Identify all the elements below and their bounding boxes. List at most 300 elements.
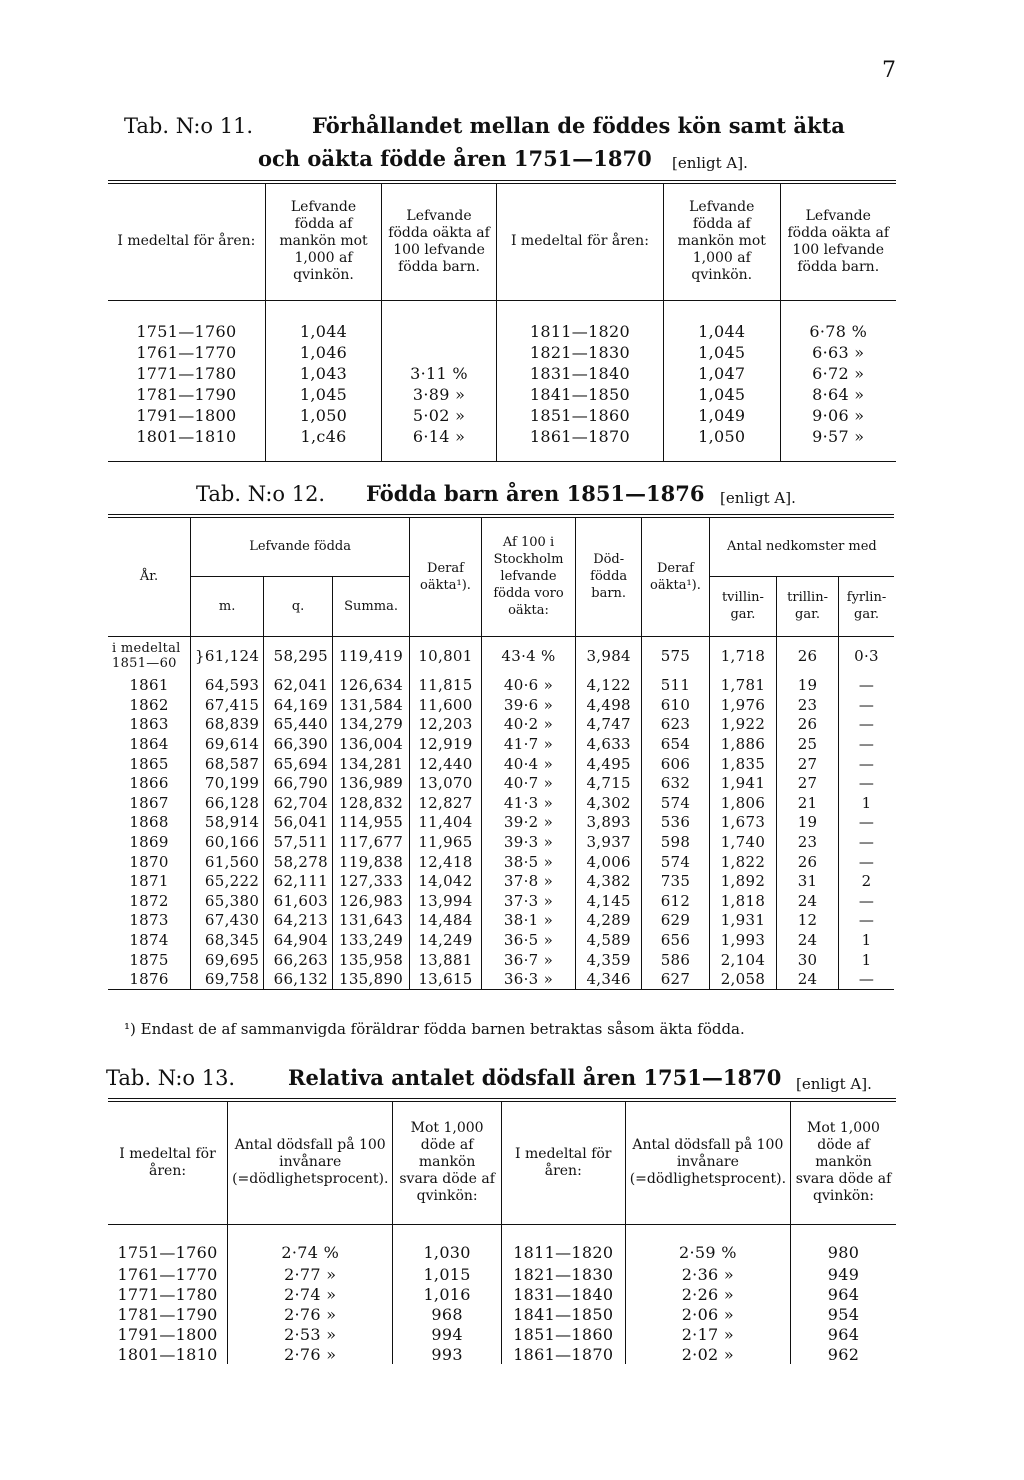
twins-cell: 1,922	[709, 715, 776, 735]
stillborn-cell: 4,633	[576, 735, 642, 755]
male-cell: }61,124	[191, 636, 264, 676]
period-cell: 1781—1790	[108, 1304, 228, 1324]
period-cell: 1841—1850	[501, 1304, 625, 1324]
illegit-cell: 13,881	[410, 950, 482, 970]
twins-cell: 1,941	[709, 774, 776, 794]
male-cell: 69,614	[191, 735, 264, 755]
illegit-cell: 9·06 »	[812, 406, 865, 425]
empty-cell	[108, 447, 265, 461]
period-cell: 1851—1860	[496, 405, 663, 426]
stillborn-cell: 4,289	[576, 911, 642, 931]
ratio-cell: 954	[827, 1304, 860, 1324]
quads-cell: —	[858, 969, 875, 988]
period-cell: 1791—1800	[108, 405, 265, 426]
ratio-cell: 964	[827, 1324, 860, 1344]
twins-cell: 1,976	[709, 696, 776, 716]
triplets-cell: 23	[777, 833, 839, 853]
sum-cell: 119,419	[332, 636, 409, 676]
male-cell: 70,199	[191, 774, 264, 794]
illegit-cell: 6·72 »	[812, 364, 865, 383]
stillborn-illegit-cell: 612	[642, 892, 710, 912]
tab13-title-text: Relativa antalet dödsfall åren 1751—1870	[288, 1065, 782, 1090]
header-period-right: I medeltal för åren:	[501, 1100, 625, 1224]
table-row	[108, 754, 894, 774]
header-ratio: Mot 1,000 döde af mankön svara döde af qvinkön:	[393, 1100, 501, 1224]
sum-cell: 131,643	[332, 911, 409, 931]
twins-cell: 1,993	[709, 931, 776, 951]
stillborn-cell: 3,984	[576, 636, 642, 676]
female-cell: 57,511	[264, 833, 333, 853]
sum-cell: 127,333	[332, 872, 409, 892]
table-row	[108, 872, 894, 892]
stillborn-illegit-cell: 575	[642, 636, 710, 676]
stockholm-cell: 36·7 »	[481, 950, 575, 970]
table-row	[108, 300, 896, 342]
quads-cell: —	[858, 754, 875, 773]
header-stockholm: Af 100 i Stockholm lefvande födda voro oäkta:	[481, 516, 575, 636]
stockholm-cell: 40·4 »	[481, 754, 575, 774]
female-cell: 62,111	[264, 872, 333, 892]
illegit-cell: 9·57 »	[812, 427, 865, 446]
triplets-cell: 19	[777, 676, 839, 696]
stillborn-cell: 4,747	[576, 715, 642, 735]
stillborn-illegit-cell: 654	[642, 735, 710, 755]
header-triplets: trillin-gar.	[777, 576, 839, 636]
tab13-source: [enligt A].	[796, 1075, 872, 1093]
male-cell: 66,128	[191, 794, 264, 814]
male-cell: 61,560	[191, 852, 264, 872]
ratio-cell: 1,045	[265, 384, 381, 405]
illegit-cell: 11,404	[410, 813, 482, 833]
rate-cell: 2·77 »	[228, 1264, 393, 1284]
stillborn-cell: 4,346	[576, 970, 642, 990]
table-row	[108, 1224, 896, 1264]
female-cell: 62,704	[264, 794, 333, 814]
triplets-cell: 27	[777, 754, 839, 774]
stillborn-illegit-cell: 586	[642, 950, 710, 970]
male-cell: 64,593	[191, 676, 264, 696]
period-cell: 1751—1760	[108, 1224, 228, 1264]
period-cell: 1851—1860	[501, 1324, 625, 1344]
rate-cell: 2·74 %	[228, 1224, 393, 1264]
stillborn-cell: 4,145	[576, 892, 642, 912]
table-row	[108, 342, 896, 363]
quads-cell: —	[858, 715, 875, 734]
period-cell: 1861—1870	[496, 426, 663, 447]
header-multiple: Antal nedkomster med	[709, 516, 894, 576]
triplets-cell: 26	[777, 636, 839, 676]
table-row	[108, 1324, 896, 1344]
illegit-cell: 14,042	[410, 872, 482, 892]
stockholm-cell: 40·7 »	[481, 774, 575, 794]
triplets-cell: 19	[777, 813, 839, 833]
year-cell: 1874	[108, 931, 191, 951]
quads-cell: 2	[861, 872, 872, 891]
illegit-cell: 13,070	[410, 774, 482, 794]
twins-cell: 1,806	[709, 794, 776, 814]
female-cell: 65,440	[264, 715, 333, 735]
stockholm-cell: 40·2 »	[481, 715, 575, 735]
header-period-right: I medeltal för åren:	[496, 182, 663, 300]
stockholm-cell: 40·6 »	[481, 676, 575, 696]
female-cell: 66,390	[264, 735, 333, 755]
ratio-cell: 1,015	[393, 1264, 501, 1284]
period-cell: 1801—1810	[108, 1344, 228, 1364]
empty-cell	[664, 447, 780, 461]
table-row	[108, 1284, 896, 1304]
illegit-cell: 6·78 %	[809, 322, 868, 342]
rate-cell: 2·76 »	[228, 1304, 393, 1324]
year-cell: i medeltal 1851—60	[108, 636, 191, 676]
header-ratio-right: Mot 1,000 döde af mankön svara döde af qvinkön:	[795, 1120, 892, 1205]
table-row	[108, 813, 894, 833]
stockholm-cell: 39·2 »	[481, 813, 575, 833]
header-illegit-right: Lefvande födda oäkta af 100 lefvande födda barn.	[787, 207, 890, 275]
illegit-cell: 12,440	[410, 754, 482, 774]
twins-cell: 1,886	[709, 735, 776, 755]
year-cell: 1863	[108, 715, 191, 735]
page-number: 7	[882, 58, 896, 83]
sum-cell: 126,983	[332, 892, 409, 912]
stillborn-cell: 3,937	[576, 833, 642, 853]
stockholm-cell: 39·6 »	[481, 696, 575, 716]
table-row	[108, 1304, 896, 1324]
year-cell: 1861	[108, 676, 191, 696]
triplets-cell: 24	[777, 892, 839, 912]
period-cell: 1791—1800	[108, 1324, 228, 1344]
stillborn-cell: 4,359	[576, 950, 642, 970]
period-cell: 1781—1790	[108, 384, 265, 405]
header-deaths-right: Antal dödsfall på 100 invånare (=dödlighetsprocent).	[625, 1100, 790, 1224]
header-deaths: Antal dödsfall på 100 invånare (=dödlighetsprocent).	[228, 1100, 393, 1224]
ratio-cell: 1,047	[664, 363, 780, 384]
stillborn-illegit-cell: 511	[642, 676, 710, 696]
tab12-table	[108, 514, 894, 990]
table-row	[108, 735, 894, 755]
sum-cell: 131,584	[332, 696, 409, 716]
rate-cell: 2·06 »	[625, 1304, 790, 1324]
table-row	[108, 950, 894, 970]
stockholm-cell: 41·3 »	[481, 794, 575, 814]
sum-cell: 128,832	[332, 794, 409, 814]
year-cell: 1864	[108, 735, 191, 755]
year-cell: 1866	[108, 774, 191, 794]
quads-cell: —	[858, 813, 875, 832]
stillborn-cell: 4,495	[576, 754, 642, 774]
illegit-cell: 13,994	[410, 892, 482, 912]
tab13-table	[108, 1098, 896, 1364]
ratio-cell: 1,044	[664, 300, 780, 342]
female-cell: 58,295	[264, 636, 333, 676]
twins-cell: 1,740	[709, 833, 776, 853]
year-cell: 1872	[108, 892, 191, 912]
header-quads: fyrlin-gar.	[846, 590, 887, 622]
ratio-cell: 1,030	[393, 1224, 501, 1264]
female-cell: 56,041	[264, 813, 333, 833]
header-q: q.	[264, 576, 333, 636]
illegit-cell: 11,965	[410, 833, 482, 853]
period-cell: 1831—1840	[496, 363, 663, 384]
table-row	[108, 931, 894, 951]
table-row	[108, 911, 894, 931]
stillborn-illegit-cell: 606	[642, 754, 710, 774]
stockholm-cell: 38·5 »	[481, 852, 575, 872]
tab12-footnote: ¹) Endast de af sammanvigda föräldrar födda barnen betraktas såsom äkta födda.	[124, 1020, 745, 1038]
male-cell: 67,415	[191, 696, 264, 716]
empty-cell	[780, 447, 896, 461]
empty-cell	[382, 447, 497, 461]
stockholm-cell: 38·1 »	[481, 911, 575, 931]
table-row	[108, 426, 896, 447]
ratio-cell: 1,045	[664, 342, 780, 363]
stillborn-illegit-cell: 735	[642, 872, 710, 892]
sum-cell: 114,955	[332, 813, 409, 833]
male-cell: 69,758	[191, 970, 264, 990]
female-cell: 58,278	[264, 852, 333, 872]
table-row	[108, 1344, 896, 1364]
quads-cell: 1	[861, 950, 872, 969]
twins-cell: 1,822	[709, 852, 776, 872]
stockholm-cell: 36·5 »	[481, 931, 575, 951]
ratio-cell: 1,049	[664, 405, 780, 426]
female-cell: 66,132	[264, 970, 333, 990]
table-row	[108, 715, 894, 735]
stillborn-illegit-cell: 623	[642, 715, 710, 735]
illegit-cell: 12,418	[410, 852, 482, 872]
header-period: I medeltal för åren:	[108, 182, 265, 300]
female-cell: 66,790	[264, 774, 333, 794]
period-cell: 1811—1820	[496, 300, 663, 342]
empty-cell	[265, 447, 381, 461]
tab11-table	[108, 180, 896, 462]
header-summa: Summa.	[332, 576, 409, 636]
illegit-cell: 12,919	[410, 735, 482, 755]
twins-cell: 1,818	[709, 892, 776, 912]
period-cell: 1761—1770	[108, 1264, 228, 1284]
quads-cell: —	[858, 735, 875, 754]
triplets-cell: 26	[777, 715, 839, 735]
female-cell: 64,213	[264, 911, 333, 931]
tab11-label: Tab. N:o 11.	[124, 114, 254, 138]
header-male-ratio-right: Lefvande födda af mankön mot 1,000 af qvinkön.	[664, 182, 780, 300]
male-cell: 58,914	[191, 813, 264, 833]
period-cell: 1771—1780	[108, 1284, 228, 1304]
quads-cell: 1	[861, 793, 872, 812]
stillborn-cell: 4,382	[576, 872, 642, 892]
year-cell: 1867	[108, 794, 191, 814]
twins-cell: 1,781	[709, 676, 776, 696]
table-end-row	[108, 447, 896, 461]
sum-cell: 134,281	[332, 754, 409, 774]
table-row	[108, 384, 896, 405]
quads-cell: —	[858, 774, 875, 793]
stockholm-cell: 39·3 »	[481, 833, 575, 853]
header-deraf-oakta: Deraf oäkta¹).	[410, 516, 482, 636]
illegit-cell: 8·64 »	[812, 385, 865, 404]
ratio-cell: 1,044	[265, 300, 381, 342]
triplets-cell: 27	[777, 774, 839, 794]
stockholm-cell: 37·3 »	[481, 892, 575, 912]
triplets-cell: 31	[777, 872, 839, 892]
table-row	[108, 636, 894, 676]
male-cell: 68,587	[191, 754, 264, 774]
table-row	[108, 892, 894, 912]
tab12-title-text: Födda barn åren 1851—1876	[366, 481, 705, 506]
rate-cell: 2·76 »	[228, 1344, 393, 1364]
twins-cell: 2,104	[709, 950, 776, 970]
ratio-cell: 980	[827, 1243, 860, 1263]
illegit-cell: 6·63 »	[812, 343, 865, 362]
quads-cell: —	[858, 695, 875, 714]
header-year: År.	[108, 516, 191, 636]
empty-cell	[496, 447, 663, 461]
stillborn-illegit-cell: 627	[642, 970, 710, 990]
sum-cell: 133,249	[332, 931, 409, 951]
illegit-cell: 3·11 %	[382, 363, 497, 384]
ratio-cell: 1,050	[664, 426, 780, 447]
triplets-cell: 21	[777, 794, 839, 814]
illegit-cell: 6·14 »	[382, 426, 497, 447]
sum-cell: 126,634	[332, 676, 409, 696]
period-cell: 1821—1830	[496, 342, 663, 363]
year-cell: 1870	[108, 852, 191, 872]
tab11-title-line2: och oäkta födde åren 1751—1870	[258, 146, 652, 171]
table-row	[108, 833, 894, 853]
ratio-cell: 1,046	[265, 342, 381, 363]
header-male-ratio: Lefvande födda af mankön mot 1,000 af qvinkön.	[265, 182, 381, 300]
triplets-cell: 24	[777, 931, 839, 951]
year-cell: 1862	[108, 696, 191, 716]
table-row	[108, 363, 896, 384]
stockholm-cell: 43·4 %	[481, 636, 575, 676]
year-cell: 1871	[108, 872, 191, 892]
stillborn-cell: 4,122	[576, 676, 642, 696]
rate-cell: 2·17 »	[625, 1324, 790, 1344]
twins-cell: 1,892	[709, 872, 776, 892]
ratio-cell: 949	[827, 1264, 860, 1284]
ratio-cell: 964	[827, 1284, 860, 1304]
stillborn-illegit-cell: 574	[642, 794, 710, 814]
stillborn-illegit-cell: 536	[642, 813, 710, 833]
quads-cell: —	[858, 852, 875, 871]
ratio-cell: 962	[827, 1344, 860, 1364]
twins-cell: 2,058	[709, 970, 776, 990]
tab12-label: Tab. N:o 12.	[196, 482, 326, 506]
illegit-cell: 14,249	[410, 931, 482, 951]
period-cell: 1811—1820	[501, 1224, 625, 1264]
tab11-title-line1: Förhållandet mellan de föddes kön samt äkta	[312, 113, 845, 138]
tab13-label: Tab. N:o 13.	[106, 1066, 236, 1090]
header-deraf-oakta2: Deraf oäkta¹).	[642, 516, 710, 636]
rate-cell: 2·53 »	[228, 1324, 393, 1344]
ratio-cell: 993	[393, 1344, 501, 1364]
period-cell: 1801—1810	[108, 426, 265, 447]
illegit-cell	[382, 342, 497, 363]
stillborn-illegit-cell: 656	[642, 931, 710, 951]
quads-cell: —	[858, 891, 875, 910]
female-cell: 64,904	[264, 931, 333, 951]
year-cell: 1865	[108, 754, 191, 774]
quads-cell: —	[858, 911, 875, 930]
sum-cell: 135,890	[332, 970, 409, 990]
year-cell: 1869	[108, 833, 191, 853]
table-row	[108, 774, 894, 794]
sum-cell: 136,004	[332, 735, 409, 755]
stillborn-cell: 4,302	[576, 794, 642, 814]
male-cell: 65,380	[191, 892, 264, 912]
header-twins: tvillin-gar.	[709, 576, 776, 636]
header-living: Lefvande födda	[191, 516, 410, 576]
sum-cell: 117,677	[332, 833, 409, 853]
quads-cell: 1	[861, 931, 872, 950]
illegit-cell: 12,827	[410, 794, 482, 814]
period-cell: 1861—1870	[501, 1344, 625, 1364]
year-cell: 1873	[108, 911, 191, 931]
female-cell: 65,694	[264, 754, 333, 774]
illegit-cell	[382, 300, 497, 342]
male-cell: 68,839	[191, 715, 264, 735]
header-m: m.	[191, 576, 264, 636]
stillborn-cell: 4,498	[576, 696, 642, 716]
sum-cell: 136,989	[332, 774, 409, 794]
stillborn-illegit-cell: 574	[642, 852, 710, 872]
stillborn-illegit-cell: 610	[642, 696, 710, 716]
table-row	[108, 852, 894, 872]
header-period: I medeltal för åren:	[108, 1100, 228, 1224]
table-row	[108, 405, 896, 426]
twins-cell: 1,673	[709, 813, 776, 833]
triplets-cell: 26	[777, 852, 839, 872]
stillborn-illegit-cell: 632	[642, 774, 710, 794]
illegit-cell: 3·89 »	[382, 384, 497, 405]
female-cell: 62,041	[264, 676, 333, 696]
stillborn-cell: 3,893	[576, 813, 642, 833]
ratio-cell: 994	[393, 1324, 501, 1344]
period-cell: 1841—1850	[496, 384, 663, 405]
illegit-cell: 13,615	[410, 970, 482, 990]
stillborn-cell: 4,589	[576, 931, 642, 951]
stockholm-cell: 36·3 »	[481, 970, 575, 990]
ratio-cell: 1,016	[393, 1284, 501, 1304]
stillborn-cell: 4,006	[576, 852, 642, 872]
ratio-cell: 1,043	[265, 363, 381, 384]
tab11-source: [enligt A].	[672, 154, 748, 172]
table-row	[108, 970, 894, 990]
stillborn-cell: 4,715	[576, 774, 642, 794]
male-cell: 67,430	[191, 911, 264, 931]
twins-cell: 1,835	[709, 754, 776, 774]
quads-cell: —	[858, 833, 875, 852]
rate-cell: 2·26 »	[625, 1284, 790, 1304]
female-cell: 64,169	[264, 696, 333, 716]
male-cell: 68,345	[191, 931, 264, 951]
illegit-cell: 12,203	[410, 715, 482, 735]
triplets-cell: 24	[777, 970, 839, 990]
rate-cell: 2·59 %	[625, 1224, 790, 1264]
sum-cell: 135,958	[332, 950, 409, 970]
table-row	[108, 676, 894, 696]
triplets-cell: 12	[777, 911, 839, 931]
illegit-cell: 11,600	[410, 696, 482, 716]
stillborn-illegit-cell: 629	[642, 911, 710, 931]
period-cell: 1821—1830	[501, 1264, 625, 1284]
rate-cell: 2·36 »	[625, 1264, 790, 1284]
illegit-cell: 11,815	[410, 676, 482, 696]
sum-cell: 134,279	[332, 715, 409, 735]
ratio-cell: 1,045	[664, 384, 780, 405]
quads-cell: 0·3	[854, 646, 879, 665]
ratio-cell: 1,c46	[265, 426, 381, 447]
